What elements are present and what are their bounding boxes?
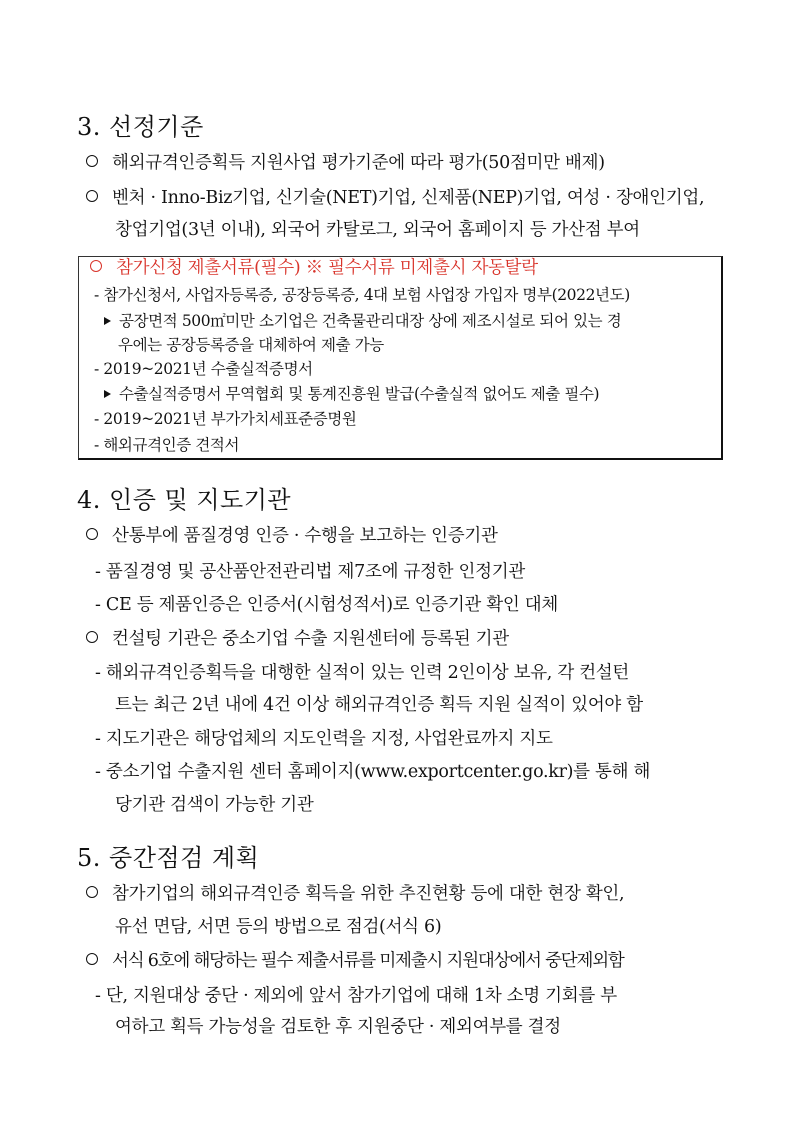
triangle-bullet-icon bbox=[104, 317, 111, 325]
dash-item: - 해외규격인증획득을 대행한 실적이 있는 인력 2인이상 보유, 각 컨설턴 bbox=[95, 663, 630, 683]
dash-item: - 단, 지원대상 중단 · 제외에 앞서 참가기업에 대해 1차 소명 기회를 부 bbox=[95, 986, 617, 1006]
section-4-heading: 4. 인증 및 지도기관 bbox=[77, 486, 292, 514]
circle-bullet-icon bbox=[86, 190, 98, 202]
dash-item-continuation: 여하고 획득 가능성을 검토한 후 지원중단 · 제외여부를 결정 bbox=[115, 1017, 561, 1037]
section-5-heading: 5. 중간점검 계획 bbox=[77, 844, 260, 872]
circle-bullet-icon bbox=[86, 953, 98, 965]
doc-subitem: 공장면적 500㎡미만 소기업은 건축물관리대장 상에 제조시설로 되어 있는 경 bbox=[104, 314, 621, 330]
triangle-bullet-icon bbox=[104, 390, 111, 398]
bullet-continuation: 창업기업(3년 이내), 외국어 카탈로그, 외국어 홈페이지 등 가산점 부여 bbox=[115, 220, 640, 240]
bullet-item: 해외규격인증획득 지원사업 평가기준에 따라 평가(50점미만 배제) bbox=[86, 155, 605, 173]
dash-item-continuation: 트는 최근 2년 내에 4건 이상 해외규격인증 획득 지원 실적이 있어야 함 bbox=[115, 695, 643, 715]
circle-bullet-icon bbox=[86, 886, 98, 898]
dash-item: - CE 등 제품인증은 인증서(시험성적서)로 인증기관 확인 대체 bbox=[95, 595, 558, 615]
doc-item: - 참가신청서, 사업자등록증, 공장등록증, 4대 보험 사업장 가입자 명부(2022년도) bbox=[94, 286, 630, 304]
doc-subitem-continuation: 우에는 공장등록증을 대체하여 제출 가능 bbox=[118, 336, 384, 354]
required-documents-title: 참가신청 제출서류(필수) ※ 필수서류 미제출시 자동탈락 bbox=[90, 260, 538, 278]
dash-item: - 품질경영 및 공산품안전관리법 제7조에 규정한 인정기관 bbox=[95, 562, 525, 582]
bullet-continuation: 유선 면담, 서면 등의 방법으로 점검(서식 6) bbox=[115, 917, 442, 937]
doc-item: - 2019~2021년 수출실적증명서 bbox=[94, 360, 313, 378]
circle-bullet-icon bbox=[86, 631, 98, 643]
bullet-item: 서식 6호에 해당하는 필수 제출서류를 미제출시 지원대상에서 중단제외함 bbox=[86, 953, 624, 971]
circle-bullet-icon bbox=[90, 260, 102, 272]
section-3-heading: 3. 선정기준 bbox=[77, 113, 204, 141]
doc-subitem: 수출실적증명서 무역협회 및 통계진흥원 발급(수출실적 없어도 제출 필수) bbox=[104, 387, 599, 403]
circle-bullet-icon bbox=[86, 528, 98, 540]
doc-item: - 해외규격인증 견적서 bbox=[94, 436, 240, 454]
dash-item: - 중소기업 수출지원 센터 홈페이지(www.exportcenter.go.kr)를 통해 해 bbox=[95, 762, 651, 782]
bullet-item: 컨설팅 기관은 중소기업 수출 지원센터에 등록된 기관 bbox=[86, 631, 509, 649]
bullet-item: 참가기업의 해외규격인증 획득을 위한 추진현황 등에 대한 현장 확인, bbox=[86, 886, 624, 904]
dash-item: - 지도기관은 해당업체의 지도인력을 지정, 사업완료까지 지도 bbox=[95, 729, 553, 749]
circle-bullet-icon bbox=[86, 155, 98, 167]
doc-item: - 2019~2021년 부가가치세표준증명원 bbox=[94, 410, 357, 428]
dash-item-continuation: 당기관 검색이 가능한 기관 bbox=[115, 795, 314, 815]
bullet-item: 벤처 · Inno-Biz기업, 신기술(NET)기업, 신제품(NEP)기업, 여성 · 장애인기업, bbox=[86, 190, 704, 208]
bullet-item: 산통부에 품질경영 인증 · 수행을 보고하는 인증기관 bbox=[86, 528, 498, 546]
